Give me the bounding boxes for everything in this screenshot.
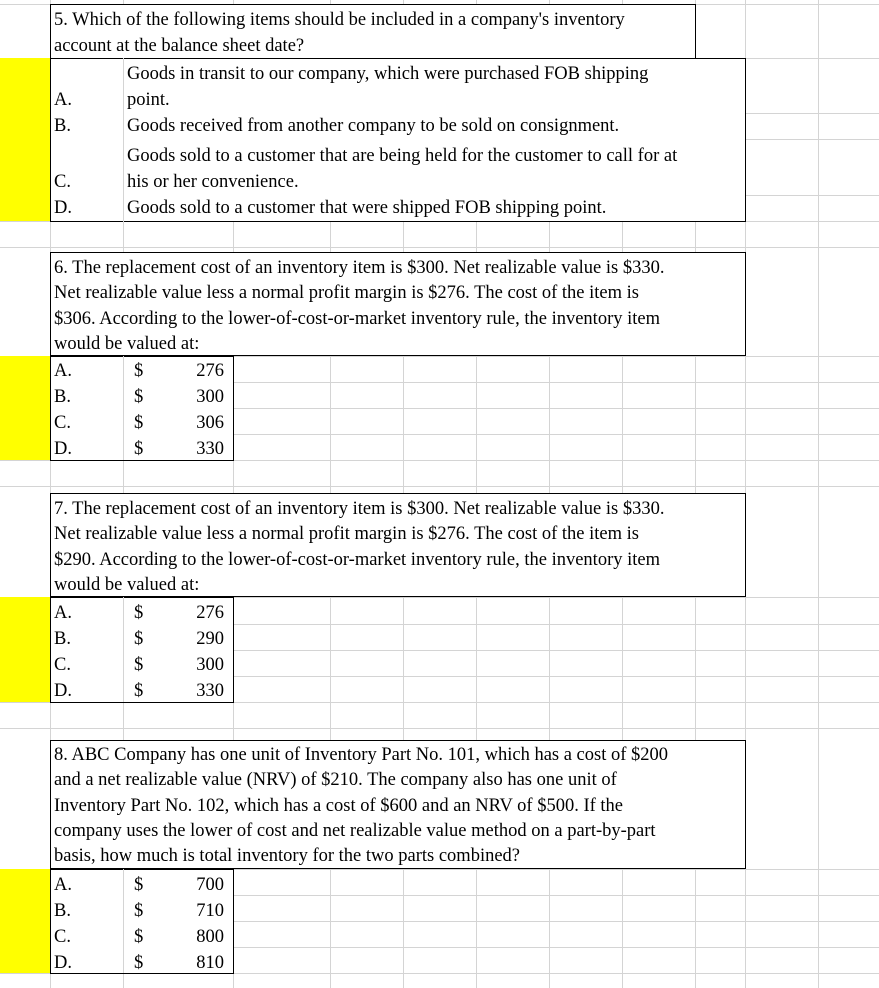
column-divider xyxy=(123,597,124,702)
question-8-prompt-line: Inventory Part No. 102, which has a cost of $600 and an NRV of $500. If the xyxy=(54,796,624,816)
question-7-option-c-amount[interactable]: 300 xyxy=(196,655,224,675)
question-6-option-c-currency: $ xyxy=(134,413,144,433)
question-8-option-a-currency: $ xyxy=(134,875,144,895)
question-5-option-c-text[interactable]: his or her convenience. xyxy=(127,172,299,192)
question-8-option-a-letter[interactable]: A. xyxy=(54,875,72,895)
question-8-prompt-line: 8. ABC Company has one unit of Inventory Part No. 101, which has a cost of $200 xyxy=(54,745,669,765)
question-7-option-d-currency: $ xyxy=(134,681,144,701)
question-8-option-b-amount[interactable]: 710 xyxy=(196,901,224,921)
question-6-prompt-line: 6. The replacement cost of an inventory item is $300. Net realizable value is $330. xyxy=(54,258,665,278)
question-8-option-d-amount[interactable]: 810 xyxy=(196,953,224,973)
question-6-option-c-letter[interactable]: C. xyxy=(54,413,71,433)
question-8-prompt-line: company uses the lower of cost and net realizable value method on a part-by-part xyxy=(54,821,656,841)
question-8-prompt-line: and a net realizable value (NRV) of $210. The company also has one unit of xyxy=(54,770,617,790)
col-line xyxy=(818,0,819,988)
question-5-option-a-text[interactable]: Goods in transit to our company, which were purchased FOB shipping xyxy=(127,64,649,84)
row-line xyxy=(0,728,879,729)
question-8-option-a-amount[interactable]: 700 xyxy=(196,875,224,895)
question-6-option-d-amount[interactable]: 330 xyxy=(196,439,224,459)
question-7-option-c-currency: $ xyxy=(134,655,144,675)
question-7-option-b-currency: $ xyxy=(134,629,144,649)
question-8-option-c-currency: $ xyxy=(134,927,144,947)
question-7-prompt-line: 7. The replacement cost of an inventory item is $300. Net realizable value is $330. xyxy=(54,499,665,519)
column-divider xyxy=(123,58,124,222)
question-8-option-d-currency: $ xyxy=(134,953,144,973)
answer-highlight xyxy=(0,869,50,973)
question-7-prompt-line: Net realizable value less a normal profit margin is $276. The cost of the item is xyxy=(54,524,639,544)
question-8-option-b-currency: $ xyxy=(134,901,144,921)
question-6-option-b-amount[interactable]: 300 xyxy=(196,387,224,407)
question-5-option-d-text[interactable]: Goods sold to a customer that were shipped FOB shipping point. xyxy=(127,198,607,218)
question-7-option-b-amount[interactable]: 290 xyxy=(196,629,224,649)
question-5-option-b-letter[interactable]: B. xyxy=(54,116,71,136)
question-6-prompt-line: Net realizable value less a normal profit margin is $276. The cost of the item is xyxy=(54,283,639,303)
question-5-option-b-text[interactable]: Goods received from another company to be sold on consignment. xyxy=(127,116,620,136)
column-divider xyxy=(123,869,124,973)
column-divider xyxy=(123,356,124,460)
question-6-option-a-currency: $ xyxy=(134,361,144,381)
question-5-option-a-letter[interactable]: A. xyxy=(54,90,72,110)
question-6-prompt-line: would be valued at: xyxy=(54,334,200,354)
question-6-option-c-amount[interactable]: 306 xyxy=(196,413,224,433)
question-8-option-c-letter[interactable]: C. xyxy=(54,927,71,947)
question-8-prompt-line: basis, how much is total inventory for the two parts combined? xyxy=(54,846,521,866)
question-5-prompt-line: account at the balance sheet date? xyxy=(54,36,305,56)
question-7-prompt-line: would be valued at: xyxy=(54,575,200,595)
question-6-option-d-currency: $ xyxy=(134,439,144,459)
question-5-option-a-text[interactable]: point. xyxy=(127,90,170,110)
question-6-option-a-amount[interactable]: 276 xyxy=(196,361,224,381)
row-line xyxy=(0,486,879,487)
question-6-option-a-letter[interactable]: A. xyxy=(54,361,72,381)
question-7-option-a-amount[interactable]: 276 xyxy=(196,603,224,623)
question-7-option-c-letter[interactable]: C. xyxy=(54,655,71,675)
question-6-option-b-currency: $ xyxy=(134,387,144,407)
row-line xyxy=(0,247,879,248)
question-7-prompt-line: $290. According to the lower-of-cost-or-market inventory rule, the inventory item xyxy=(54,550,660,570)
question-6-prompt-line: $306. According to the lower-of-cost-or-market inventory rule, the inventory item xyxy=(54,309,660,329)
answer-highlight xyxy=(0,58,50,221)
question-7-option-b-letter[interactable]: B. xyxy=(54,629,71,649)
question-7-option-d-amount[interactable]: 330 xyxy=(196,681,224,701)
question-5-prompt-line: 5. Which of the following items should be included in a company's inventory xyxy=(54,10,625,30)
question-8-option-b-letter[interactable]: B. xyxy=(54,901,71,921)
question-7-option-a-letter[interactable]: A. xyxy=(54,603,72,623)
question-5-option-d-letter[interactable]: D. xyxy=(54,198,72,218)
answer-highlight xyxy=(0,356,50,460)
question-6-option-b-letter[interactable]: B. xyxy=(54,387,71,407)
question-5-option-c-letter[interactable]: C. xyxy=(54,172,71,192)
question-5-option-c-text[interactable]: Goods sold to a customer that are being held for the customer to call for at xyxy=(127,146,678,166)
question-8-option-d-letter[interactable]: D. xyxy=(54,953,72,973)
question-7-option-d-letter[interactable]: D. xyxy=(54,681,72,701)
question-8-option-c-amount[interactable]: 800 xyxy=(196,927,224,947)
answer-highlight xyxy=(0,597,50,702)
question-6-option-d-letter[interactable]: D. xyxy=(54,439,72,459)
question-7-option-a-currency: $ xyxy=(134,603,144,623)
